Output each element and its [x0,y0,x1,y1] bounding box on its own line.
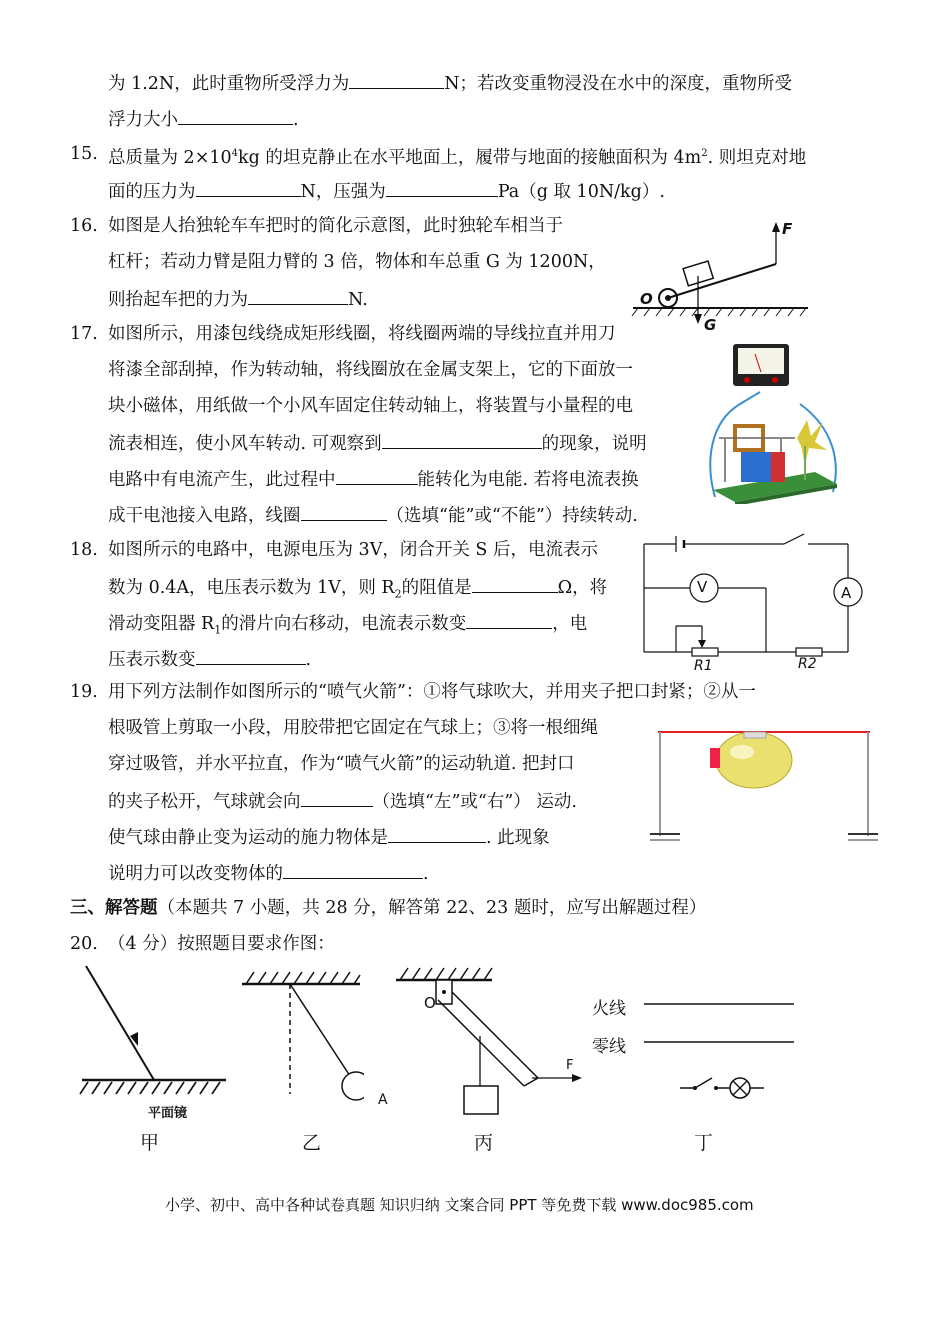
text: 则抬起车把的力为 [108,290,248,310]
q18-line-1: 如图所示的电路中，电源电压为 3V，闭合开关 S 后，电流表示 [108,540,598,560]
q16-line-3 [108,288,368,310]
text: 的滑片向右移动，电流表示数变 [221,614,467,634]
rod-weight-figure [392,964,584,1120]
text: . 则坦克对地 [707,147,807,168]
text: 面的压力为 [108,182,196,202]
live-wire-label: 火线 [592,999,626,1019]
q19-line-3: 穿过吸管，并水平拉直，作为“喷气火箭”的运动轨道. 把封口 [108,754,575,774]
q19-line-2: 根吸管上剪取一小段，用胶带把它固定在气球上；③将一根细绳 [108,718,598,738]
page-footer: 小学、初中、高中各种试卷真题 知识归纳 文案合同 PPT 等免费下载 www.doc985.com [165,1196,754,1214]
resistor-r2-label: R2 [798,656,817,672]
answer-blank[interactable] [349,72,444,89]
ammeter-a-label: A [841,584,852,602]
question-number-18: 18. [70,540,98,560]
q17-line-5 [108,468,639,490]
q17-line-4 [108,432,647,454]
answer-blank[interactable] [196,648,306,665]
answer-blank[interactable] [336,468,418,485]
answer-blank[interactable] [382,432,542,449]
text: （选填“能”或“不能”）持续转动. [386,506,638,526]
text: 的阻值是 [401,578,472,598]
q19-line-6 [108,862,429,884]
text: Pa（g 取 10N/kg）. [497,182,665,202]
answer-blank[interactable] [301,790,373,807]
caption-jia: 甲 [140,1132,160,1154]
text: . [423,864,429,884]
voltmeter-v-label: V [697,578,708,596]
q16-line-2: 杠杆；若动力臂是阻力臂的 3 倍，物体和车总重 G 为 1200N， [108,252,606,272]
q14-line-2 [108,108,299,130]
balloon-rocket-figure [648,724,880,874]
q20-line-1: （4 分）按照题目要求作图： [108,934,335,954]
text: 使气球由静止变为运动的施力物体是 [108,828,388,848]
superscript: 2 [701,148,708,159]
household-circuit-figure [640,990,800,1102]
resistor-r1-label: R1 [694,658,713,674]
text: 电路中有电流产生，此过程中 [108,470,336,490]
q16-line-1: 如图是人抬独轮车车把时的简化示意图，此时独轮车相当于 [108,216,563,236]
section-title: 三、解答题 [70,898,158,918]
text: 说明力可以改变物体的 [108,864,283,884]
q19-line-1: 用下列方法制作如图所示的“喷气火箭”：①将气球吹大，并用夹子把口封紧；②从一 [108,682,756,702]
answer-blank[interactable] [248,288,348,305]
pendulum-a-label: A [378,1092,388,1108]
q15-line-2 [108,180,665,202]
subscript: 2 [394,587,402,601]
text: 数为 0.4A，电压表示数为 1V，则 R [108,578,395,598]
text: 浮力大小 [108,110,178,130]
q17-line-3: 块小磁体，用纸做一个小风车固定住转动轴上，将装置与小量程的电 [108,396,633,416]
text: . 此现象 [486,828,550,848]
text: 总质量为 2×10 [108,147,232,168]
answer-blank[interactable] [472,576,558,593]
text: 成干电池接入电路，线圈 [108,506,301,526]
generator-figure [705,342,843,504]
pivot-o-label-bing: O [424,994,436,1012]
question-number-19: 19. [70,682,98,702]
answer-blank[interactable] [388,826,486,843]
text: N，压强为 [300,182,386,202]
text: kg 的坦克静止在水平地面上，履带与地面的接触面积为 4m [238,147,702,168]
q17-line-2: 将漆全部刮掉，作为转动轴，将线圈放在金属支架上，它的下面放一 [108,360,633,380]
text: N. [348,290,368,310]
q18-line-4 [108,648,311,670]
q18-line-3 [108,612,587,641]
force-f-label: F [782,220,793,238]
text: （选填“左”或“右”） 运动. [372,792,577,812]
text: 流表相连，使小风车转动. 可观察到 [108,434,382,454]
text: 的夹子松开，气球就会向 [108,792,301,812]
answer-blank[interactable] [301,504,387,521]
subscript: 1 [214,623,222,637]
text: 滑动变阻器 R [108,614,215,634]
q19-line-4 [108,790,577,812]
answer-blank[interactable] [283,862,423,879]
answer-blank[interactable] [178,108,293,125]
text: N；若改变重物浸没在水中的深度，重物所受 [444,74,793,94]
force-f-label-bing: F [566,1058,574,1073]
pivot-o-label: O [640,290,653,308]
superscript: 4 [231,148,239,159]
circuit-figure [636,530,868,680]
question-number-16: 16. [70,216,98,236]
caption-yi: 乙 [302,1132,322,1154]
caption-ding: 丁 [694,1132,714,1154]
text: 能转化为电能. 若将电流表换 [417,470,639,490]
caption-bing: 丙 [474,1132,494,1154]
q19-line-5 [108,826,550,848]
q14-line-1 [108,72,792,94]
text: . [305,650,312,670]
section-3-heading [70,898,706,918]
q17-line-1: 如图所示，用漆包线绕成矩形线圈，将线圈两端的导线拉直并用刀 [108,324,616,344]
question-number-17: 17. [70,324,98,344]
q17-line-6 [108,504,638,526]
answer-blank[interactable] [196,180,301,197]
neutral-wire-label: 零线 [592,1037,626,1057]
q15-line-1 [108,144,806,168]
text: 为 1.2N，此时重物所受浮力为 [108,74,350,94]
question-number-20: 20. [70,934,98,954]
q18-line-2 [108,576,607,605]
text: . [293,110,299,130]
answer-blank[interactable] [466,612,552,629]
text: ，电 [552,614,588,634]
pendulum-figure [238,966,364,1102]
text: 的现象，说明 [541,434,647,454]
mirror-label: 平面镜 [148,1106,188,1121]
answer-blank[interactable] [386,180,498,197]
mirror-figure [78,962,230,1102]
gravity-g-label: G [704,316,717,334]
section-note: （本题共 7 小题，共 28 分，解答第 22、23 题时，应写出解题过程） [157,898,707,918]
text: Ω，将 [557,578,608,598]
text: 压表示数变 [108,650,196,670]
question-number-15: 15. [70,144,98,164]
